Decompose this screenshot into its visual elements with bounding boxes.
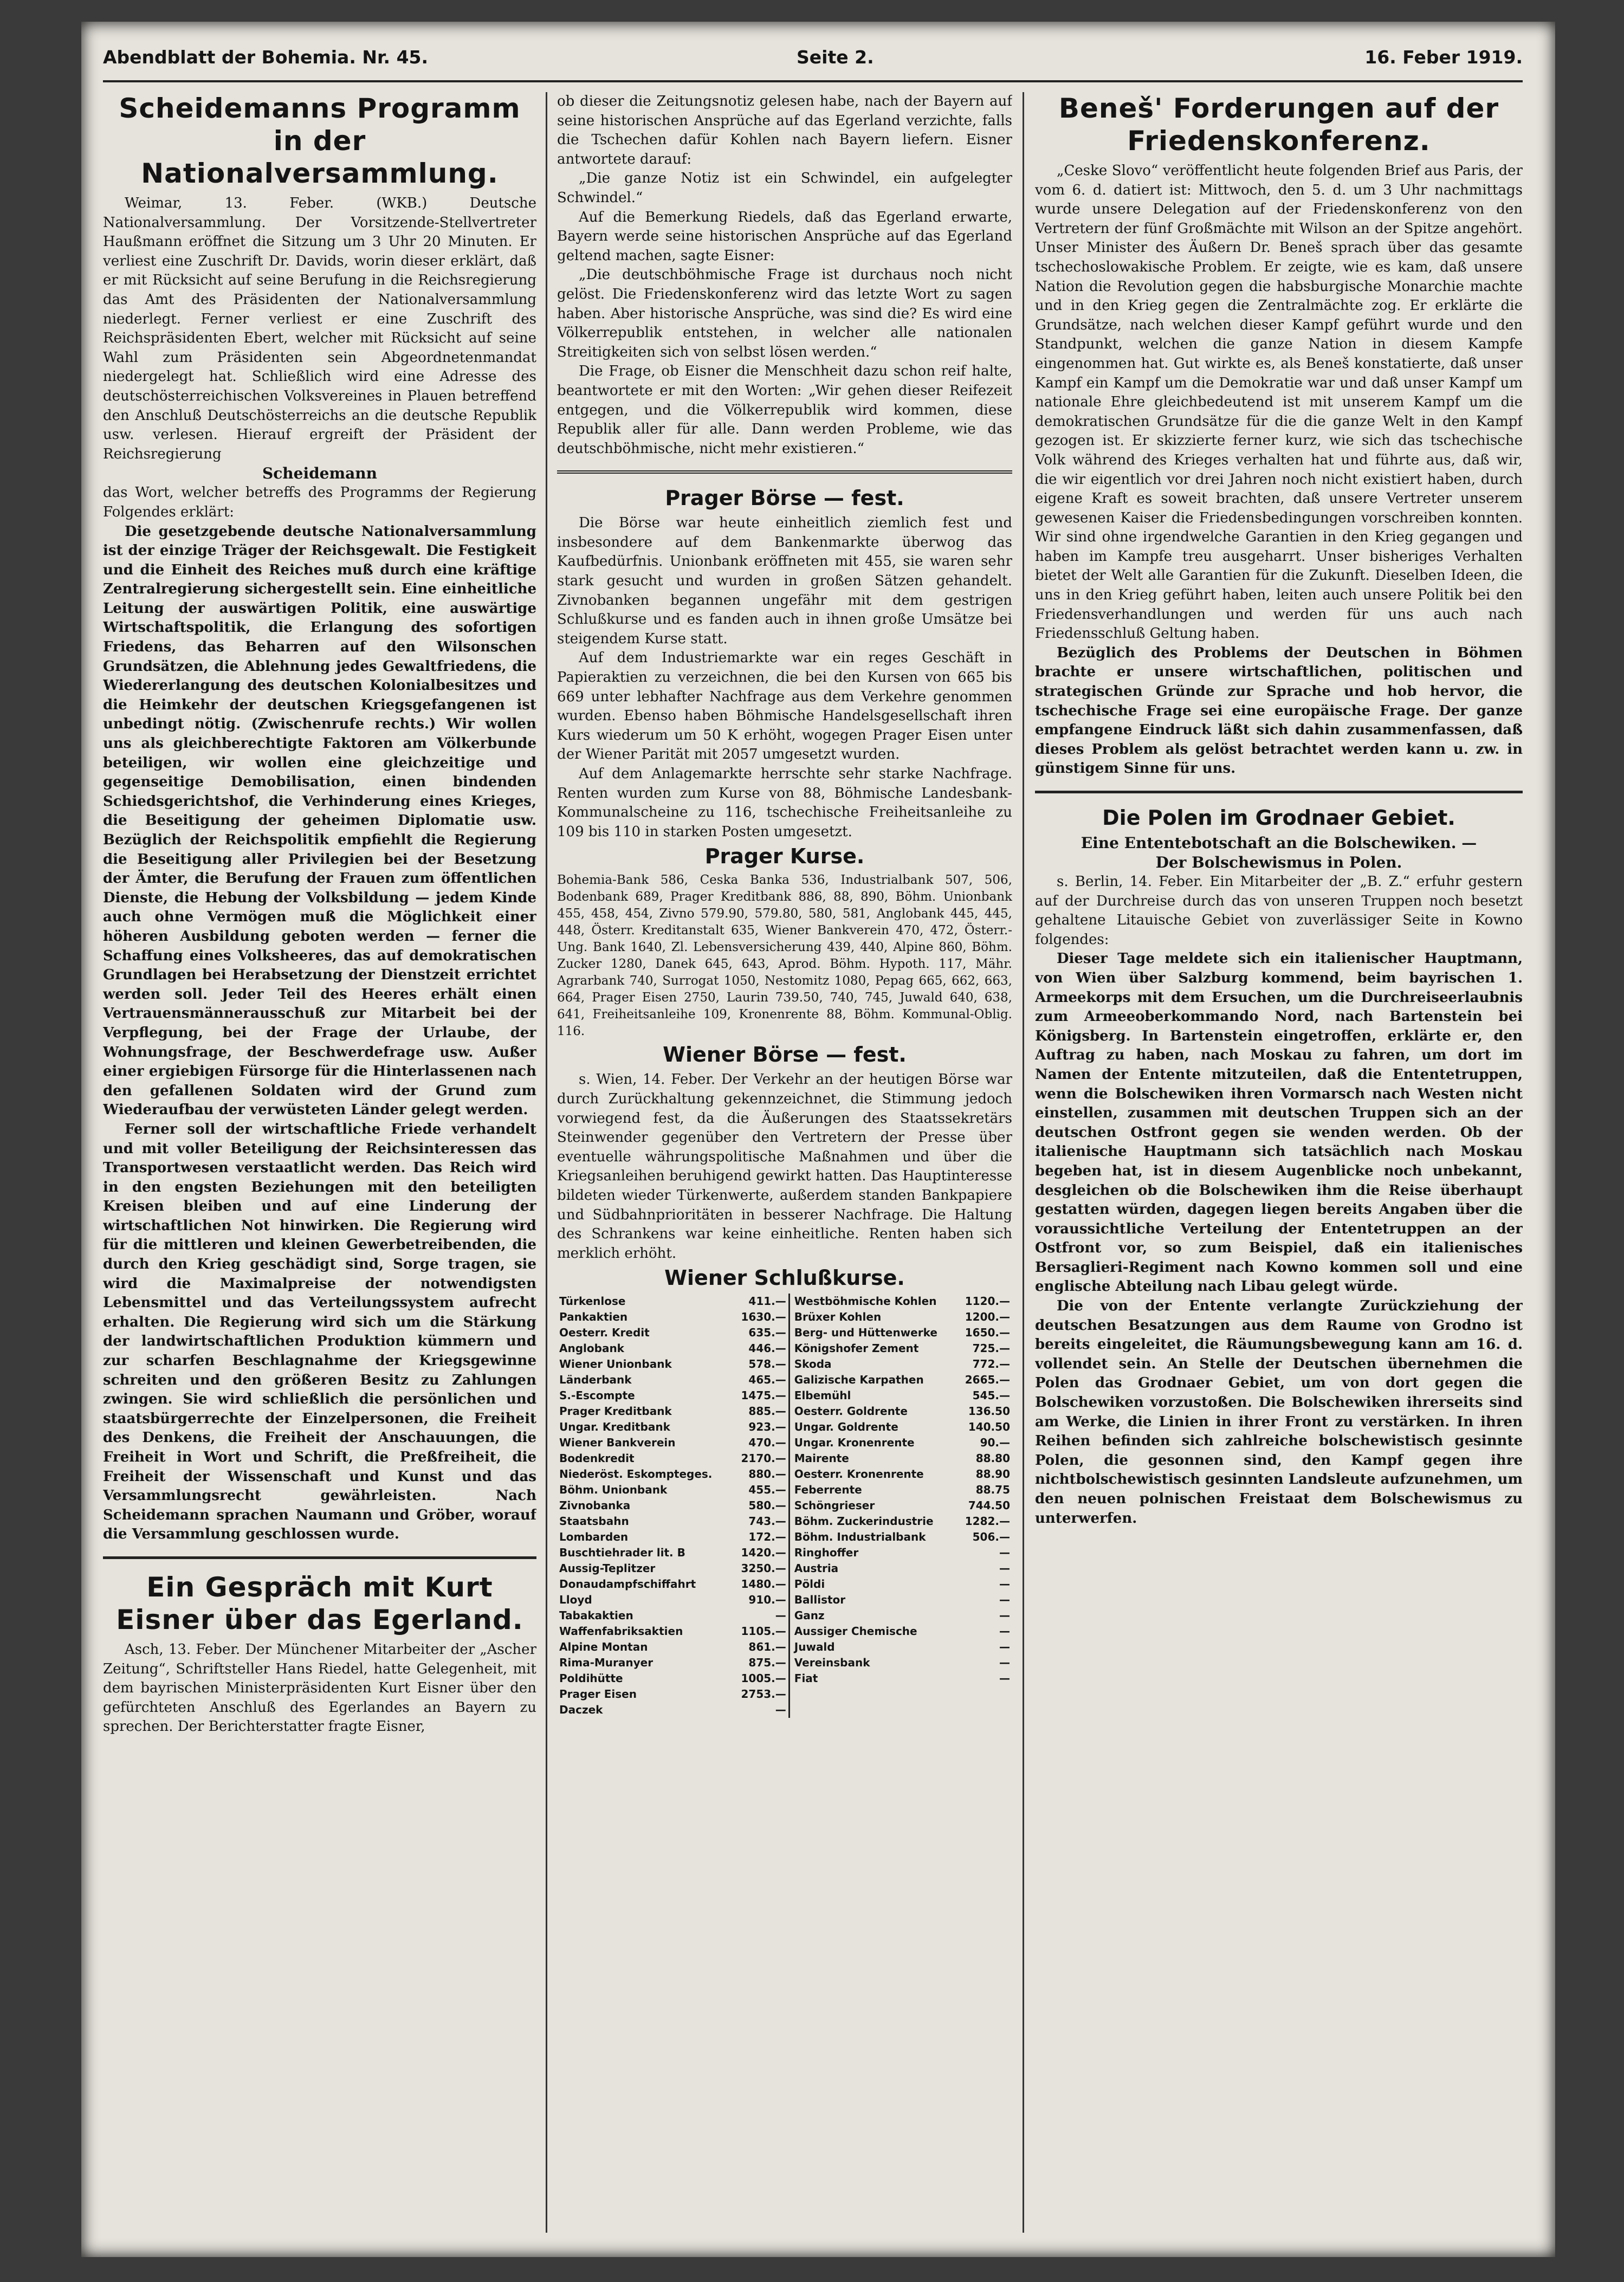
rate-row: [557, 1388, 1012, 1404]
rate-row: [557, 1404, 1012, 1419]
rate-value: —: [999, 1593, 1010, 1607]
rate-name: Lombarden: [559, 1530, 629, 1544]
article-paragraph: s. Berlin, 14. Feber. Ein Mitarbeiter der „B. Z.“ erfuhr gestern auf der Durchreise durch das von unseren Truppen noch besetzt gehaltene Litauische Gebiet von zuverlässiger Seite in Kowno folgendes:: [1035, 874, 1523, 948]
rate-row: [557, 1624, 1012, 1639]
rate-name: Lloyd: [559, 1593, 592, 1607]
rate-name: Feberrente: [794, 1483, 862, 1497]
rate-row: [557, 1702, 1012, 1718]
rate-name: Türkenlose: [559, 1295, 626, 1308]
rate-name: Fiat: [794, 1672, 818, 1685]
rate-value: 635.—: [748, 1326, 786, 1340]
rate-name: Anglobank: [559, 1342, 624, 1355]
closing-rates-table: [557, 1294, 1012, 1718]
rate-name: S.-Escompte: [559, 1389, 635, 1402]
rate-row: [557, 1608, 1012, 1624]
rate-name: Pöldi: [794, 1578, 825, 1591]
article-title-prager-boerse: Prager Börse — fest.: [665, 486, 904, 510]
rate-name: Oesterr. Goldrente: [794, 1405, 908, 1418]
article-paragraph: Die Frage, ob Eisner die Menschheit dazu schon reif halte, beantwortete er mit den Worten: „Wir gehen dieser Reifezeit entgegen, und die Völkerrepublik wird kommen, diese Republik aller für alle. Dann werden Probleme, wie das deutschböhmische, nicht mehr existieren.“: [557, 363, 1012, 457]
article-paragraph: Auf dem Anlagemarkte herrschte sehr starke Nachfrage. Renten wurden zum Kurse von 88, Böhmische Landesbank-Kommunalscheine zu 116, tschechische Freiheitsanleihe zu 109 bis 110 in starken Posten umgesetzt.: [557, 766, 1012, 840]
rate-name: Poldihütte: [559, 1672, 623, 1685]
rate-value: 743.—: [748, 1515, 786, 1528]
rate-value: 772.—: [972, 1357, 1010, 1371]
rate-name: Zivnobanka: [559, 1499, 631, 1512]
rate-value: 578.—: [748, 1357, 786, 1371]
rate-value: 446.—: [748, 1342, 786, 1355]
rate-name: Waffenfabriksaktien: [559, 1625, 683, 1638]
rate-value: 875.—: [748, 1656, 786, 1670]
article-paragraph: ob dieser die Zeitungsnotiz gelesen habe, nach der Bayern auf seine historischen Ansprüche auf das Egerland verzichte, falls die Tschechen dafür Kohlen nach Bayern liefern. Eisner antwortete darauf:: [557, 93, 1012, 167]
rate-value: 1005.—: [741, 1672, 786, 1685]
rate-value: 88.75: [975, 1483, 1010, 1497]
rate-row: [557, 1561, 1012, 1576]
rate-value: 880.—: [748, 1468, 786, 1481]
rate-value: 1630.—: [741, 1310, 786, 1324]
article-paragraph: Die Börse war heute einheitlich ziemlich fest und insbesondere auf dem Bankenmarkte überwog das Kaufbedürfnis. Unionbank eröffneten mit 455, sie waren sehr stark gesucht und wurden in großen Sätzen gehandelt. Zivnobanken begannen ungefähr mit dem gestrigen Schlußkurse und es fanden auch in ihnen große Umsätze bei steigendem Kurse statt.: [557, 515, 1012, 647]
rate-name: Daczek: [559, 1703, 603, 1717]
rate-value: 885.—: [748, 1405, 786, 1418]
rate-name: Westböhmische Kohlen: [794, 1295, 937, 1308]
rate-name: Ungar. Goldrente: [794, 1420, 898, 1434]
rate-name: Königshofer Zement: [794, 1342, 919, 1355]
rate-name: Böhm. Unionbank: [559, 1483, 668, 1497]
rate-value: 1120.—: [965, 1295, 1010, 1308]
quote-paragraph: „Die ganze Notiz ist ein Schwindel, ein aufgelegter Schwindel.“: [557, 170, 1012, 206]
masthead-page-number: Seite 2.: [797, 47, 874, 68]
rate-value: 580.—: [748, 1499, 786, 1512]
rate-value: 470.—: [748, 1436, 786, 1450]
rate-row: [557, 1356, 1012, 1372]
rate-row: [557, 1419, 1012, 1435]
article-divider: [103, 1556, 536, 1559]
rate-name: Alpine Montan: [559, 1640, 648, 1654]
rate-value: 1475.—: [741, 1389, 786, 1402]
rate-value: [957, 1702, 1012, 1718]
rate-name: Staatsbahn: [559, 1515, 629, 1528]
rate-value: 744.50: [968, 1499, 1010, 1512]
rate-row: [557, 1372, 1012, 1388]
article-paragraph-bold: Die von der Entente verlangte Zurückziehung der deutschen Besatzungen aus dem Raume von Grodno ist bereits eingeleitet, die Räumungsbewegung kann am 16. d. vollendet sein. An Stelle der Deutschen übernehmen die Polen das Grodnaer Gebiet, um von dort gegen die Bolschewiken vorzustoßen. Die Bolschewiken ihrerseits sind am Werke, die Linien in ihrer Front zu verstärken. In ihren Reihen befinden sich zahlreiche bolschewistisch gesinnte Polen, die gesonnen sind, den Kampf gegen ihre nichtbolschewistisch gesinnten Landsleute aufzunehmen, um den neuen polnischen Freistaat dem Bolschewismus zu unterwerfen.: [1035, 1298, 1523, 1527]
rate-row: [557, 1309, 1012, 1325]
article-paragraph-bold: Ferner soll der wirtschaftliche Friede verhandelt und mit voller Beteiligung der Reichsinteressen das Transportwesen verstaatlicht werden. Das Reich wird in den engsten Beziehungen mit den beteiligten Kreisen bleiben und auf eine Linderung der wirtschaftlichen Not hinwirken. Die Regierung wird für die mittleren und kleinen Gewerbetreibenden, die durch den Krieg geschädigt sind, Sorge tragen, sie wird die Maximalpreise der notwendigsten Lebensmittel und das Verteilungssystem aufrecht erhalten. Die Regierung wird sich um die Stärkung der landwirtschaftlichen Produktion kümmern und zur scharfen Beschlagnahme der Kriegsgewinne schreiten und den größeren Besitz zu Zahlungen zwingen. Sie wird schließlich die persönlichen und staatsbürgerrechte der Einzelpersonen, die Freiheit des Denkens, die Freiheit der Anschauungen, die Freiheit in Wort und Schrift, die Preßfreiheit, die Freiheit der Wissenschaft und Kunst und das Versammlungsrecht gewährleisten. Nach Scheidemann sprachen Naumann und Gröber, worauf die Versammlung geschlossen wurde.: [103, 1121, 536, 1543]
rate-value: 1200.—: [965, 1310, 1010, 1324]
rate-name: Tabakaktien: [559, 1609, 633, 1622]
rate-value: 90.—: [980, 1436, 1010, 1450]
rate-value: 411.—: [748, 1295, 786, 1308]
column-rule-1: [546, 92, 547, 2233]
rate-name: Vereinsbank: [794, 1656, 870, 1670]
article-paragraph-bold: Bezüglich des Problems der Deutschen in Böhmen brachte er unsere wirtschaftlichen, politischen und strategischen Gründe zur Sprache und hob hervor, die tschechische Frage sei eine europäische Frage. Der ganze empfangene Eindruck läßt sich dahin zusammenfassen, daß dieses Problem als gelöst betrachtet werden kann u. zw. in günstigem Sinne für uns.: [1035, 644, 1523, 777]
rate-value: 465.—: [748, 1373, 786, 1387]
rate-value: —: [999, 1640, 1010, 1654]
rate-value: 136.50: [968, 1405, 1010, 1418]
rate-name: Ungar. Kronenrente: [794, 1436, 915, 1450]
section-title-wiener-schlusskurse: Wiener Schlußkurse.: [664, 1266, 905, 1290]
rate-name: Donaudampfschiffahrt: [559, 1578, 696, 1591]
rate-value: 506.—: [972, 1530, 1010, 1544]
rate-row: [557, 1514, 1012, 1529]
rate-name: Wiener Unionbank: [559, 1357, 672, 1371]
rate-value: 1282.—: [965, 1515, 1010, 1528]
rate-name: Mairente: [794, 1452, 849, 1465]
rate-name: Austria: [794, 1562, 839, 1575]
masthead: [103, 42, 1523, 82]
rate-name: Aussiger Chemische: [794, 1625, 917, 1638]
rate-name: Böhm. Zuckerindustrie: [794, 1515, 934, 1528]
rate-name: Berg- und Hüttenwerke: [794, 1326, 937, 1340]
rate-value: 1420.—: [741, 1546, 786, 1560]
article-title-eisner: Ein Gespräch mit Kurt Eisner über das Egerland.: [116, 1571, 523, 1635]
rate-value: —: [999, 1656, 1010, 1670]
rate-row: [557, 1451, 1012, 1466]
rate-name: Böhm. Industrialbank: [794, 1530, 926, 1544]
rate-name: Elbemühl: [794, 1389, 851, 1402]
rate-row: [557, 1639, 1012, 1655]
rate-value: 1650.—: [965, 1326, 1010, 1340]
rate-row: [557, 1576, 1012, 1592]
rate-name: Ungar. Kreditbank: [559, 1420, 670, 1434]
rate-value: 1480.—: [741, 1578, 786, 1591]
rate-value: 140.50: [968, 1420, 1010, 1434]
rate-value: 1105.—: [741, 1625, 786, 1638]
rate-name: Länderbank: [559, 1373, 632, 1387]
rate-value: —: [999, 1546, 1010, 1560]
rate-value: 923.—: [748, 1420, 786, 1434]
article-subtitle: Eine Ententebotschaft an die Bolschewiken. —: [1080, 834, 1477, 852]
rate-value: —: [999, 1672, 1010, 1685]
article-title-scheidemann: Scheidemanns Programm in der Nationalversammlung.: [119, 93, 521, 189]
rate-value: 2170.—: [741, 1452, 786, 1465]
rate-name: Buschtiehrader lit. B: [559, 1546, 685, 1560]
rate-value: 910.—: [748, 1593, 786, 1607]
rate-name: Ringhoffer: [794, 1546, 859, 1560]
column-3: [1035, 92, 1523, 2233]
rate-row: [557, 1294, 1012, 1309]
article-paragraph: das Wort, welcher betreffs des Programms der Regierung Folgendes erklärt:: [103, 484, 536, 520]
rate-name: Niederöst. Eskompteges.: [559, 1468, 713, 1481]
rate-name: Skoda: [794, 1357, 832, 1371]
rate-name: [792, 1686, 957, 1702]
rate-value: 861.—: [748, 1640, 786, 1654]
rate-row: [557, 1466, 1012, 1482]
article-paragraph: Auf dem Industriemarkte war ein reges Geschäft in Papieraktien zu verzeichnen, die bei den Kursen von 665 bis 669 unter lebhafter Nachfrage aus dem Verkehre genommen wurden. Ebenso haben Böhmische Handelsgesellschaft ihren Kurs wiederum um 50 K erhöht, wogegen Prager Eisen unter der Wiener Parität mit 2057 umgesetzt wurden.: [557, 650, 1012, 763]
rate-name: [792, 1702, 957, 1718]
article-subtitle: Der Bolschewismus in Polen.: [1155, 854, 1402, 871]
article-title-benes: Beneš' Forderungen auf der Friedenskonferenz.: [1058, 93, 1499, 157]
rate-name: Oesterr. Kronenrente: [794, 1468, 924, 1481]
rate-value: —: [999, 1562, 1010, 1575]
article-divider: [557, 470, 1012, 474]
rate-name: Bodenkredit: [559, 1452, 635, 1465]
rate-name: Wiener Bankverein: [559, 1436, 676, 1450]
rate-value: [957, 1686, 1012, 1702]
rate-name: Ballistor: [794, 1593, 846, 1607]
rate-row: [557, 1341, 1012, 1356]
rate-name: Galizische Karpathen: [794, 1373, 924, 1387]
section-title-prager-kurse: Prager Kurse.: [704, 844, 865, 869]
article-divider: [1035, 791, 1523, 793]
speaker-name: Scheidemann: [262, 464, 377, 483]
article-paragraph-bold: Die gesetzgebende deutsche Nationalversammlung ist der einzige Träger der Reichsgewalt. Die Festigkeit und die Einheit des Reiches muß durch eine kräftige Zentralregierung sichergestellt sein. Eine einheitliche Leitung der auswärtigen Politik, eine auswärtige Wirtschaftspolitik, die Erlangung des sofortigen Friedens, das Beharren auf den Wilsonschen Grundsätzen, die Ablehnung jedes Gewaltfriedens, die Wiedererlangung des deutschen Kolonialbesitzes und die Heimkehr der deutschen Kriegsgefangenen ist unbedingt nötig. (Zwischenrufe rechts.) Wir wollen uns als gleichberechtigte Faktoren am Völkerbunde beteiligen, wir wollen eine gleichzeitige und gegenseitige Demobilisation, einen bindenden Schiedsgerichtshof, die Verhinderung eines Krieges, die Beseitigung der geheimen Diplomatie usw. Bezüglich der Reichspolitik empfiehlt die Regierung die Beseitigung aller Privilegien bei der Besetzung der Ämter, die Berufung der Frauen zum öffentlichen Dienste, die Hebung der Volksbildung — jedem Kinde auch ohne Vermögen muß die Möglichkeit einer höheren Ausbildung geboten werden — ferner die Schaffung eines Volksheeres, das auf demokratischen Grundlagen bei Herabsetzung der Dienstzeit errichtet werden soll. Jeder Teil des Heeres erhält einen Vertrauensmännerausschuß zur Mitarbeit bei der Verpflegung, bei der Frage der Urlaube, der Wohnungsfrage, der Beschwerdefrage usw. Außer einer ergiebigen Fürsorge für die Hinterlassenen nach den gefallenen Soldaten wird der Grund zum Wiederaufbau der verwüsteten Länder gelegt werden.: [103, 523, 536, 1119]
rate-name: Ganz: [794, 1609, 825, 1622]
stock-quotes-text: Bohemia-Bank 586, Ceska Banka 536, Industrialbank 507, 506, Bodenbank 689, Prager Kreditbank 886, 88, 890, Böhm. Unionbank 455, 458, 454, Zivno 579.90, 579.80, 580, 581, Anglobank 445, 445, 448, Österr. Kreditanstalt 635, Wiener Bankverein 470, 472, Österr.-Ung. Bank 1640, Zl. Lebensversicherung 439, 440, Alpine 860, Böhm. Zucker 1280, Danek 645, 643, Aprod. Böhm. Hypoth. 117, Mähr. Agrarbank 740, Surrogat 1050, Nestomitz 1080, Pepag 665, 662, 663, 664, Prager Eisen 2750, Laurin 739.50, 740, 745, Juwald 640, 638, 641, Freiheitsanleihe 109, Kronenrente 88, Böhm. Kommunal-Oblig. 116.: [557, 873, 1012, 1039]
rate-row: [557, 1655, 1012, 1671]
rate-row: [557, 1498, 1012, 1514]
rate-name: Schöngrieser: [794, 1499, 875, 1512]
rate-value: 88.80: [975, 1452, 1010, 1465]
article-paragraph: Auf die Bemerkung Riedels, daß das Egerland erwarte, Bayern werde seine historischen Ansprüche auf das Egerland geltend machen, sagte Eisner:: [557, 209, 1012, 264]
rate-value: 725.—: [972, 1342, 1010, 1355]
rate-value: 2753.—: [741, 1688, 786, 1701]
rate-value: —: [775, 1703, 786, 1717]
rate-name: Pankaktien: [559, 1310, 628, 1324]
masthead-date: 16. Feber 1919.: [1364, 47, 1523, 68]
rate-row: [557, 1435, 1012, 1451]
article-paragraph: s. Wien, 14. Feber. Der Verkehr an der heutigen Börse war durch Zurückhaltung gekennzeichnet, die Stimmung jedoch vorwiegend fest, da die Äußerungen des Staatssekretärs Steinwender gegenüber den Vertretern der Presse über eventuelle währungspolitische Maßnahmen und über die Kriegsanleihen beruhigend gewirkt hatten. Das Hauptinteresse bildeten wieder Türkenwerte, außerdem standen Bankpapiere und Südbahnprioritäten in besserer Nachfrage. Die Haltung des Schrankens war keine einheitliche. Renten haben sich merklich erhöht.: [557, 1071, 1012, 1262]
masthead-issue: Abendblatt der Bohemia. Nr. 45.: [103, 47, 429, 68]
rate-value: 172.—: [748, 1530, 786, 1544]
newspaper-page: [81, 22, 1555, 2257]
rate-value: 88.90: [975, 1468, 1010, 1481]
rate-name: Rima-Muranyer: [559, 1656, 654, 1670]
article-paragraph: „Ceske Slovo“ veröffentlicht heute folgenden Brief aus Paris, der vom 6. d. datiert ist: Mittwoch, den 5. d. um 3 Uhr nachmittags wurde unsere Delegation auf der Friedenskonferenz von den Vertretern der fünf Großmächte mit Wilson an der Spitze angehört. Unser Minister des Äußern Dr. Beneš sprach über das gesamte tschechoslowakische Problem. Er zeigte, wie es kam, daß unsere Nation die Revolution gegen die habsburgische Monarchie machte und in den Krieg gegen die Zentralmächte zog. Er erklärte die Grundsätze, nach welchen dieser Kampf geführt wurde und den Standpunkt, welchen die ganze Nation in diesem Kampfe eingenommen hat. Gut wirkte es, als Beneš konstatierte, daß unser Kampf ein Kampf um die Demokratie war und daß unser Kampf um nationale Ehre gleichbedeutend ist mit unserem Kampf um die demokratischen Grundsätze für die die ganze Welt in den Kampf gezogen ist. Er skizzierte ferner kurz, wie sich das tschechische Volk während des Krieges verhalten hat und führte aus, daß wir, die wir eigentlich vor drei Jahren noch nicht existiert haben, durch eigene Kraft es soweit brachten, daß unsere Vertreter unserem gewesenen Kaiser die Friedensbedingungen vorschreiben konnten. Wir sind ohne irgendwelche Garantien in den Krieg gegangen und haben im Kampfe treu ausgeharrt. Unser bisheriges Verhalten bietet der Welt alle Garantien für die Zukunft. Dieselben Ideen, die uns in den Krieg geführt haben, leiten auch unsere Politik bei den Friedensverhandlungen und werden für uns auch nach Friedensschluß Geltung haben.: [1035, 163, 1523, 642]
rate-row: [557, 1482, 1012, 1498]
rate-row: [557, 1671, 1012, 1686]
rate-value: 3250.—: [741, 1562, 786, 1575]
rate-row: [557, 1545, 1012, 1561]
article-paragraph-bold: Dieser Tage meldete sich ein italienischer Hauptmann, von Wien über Salzburg kommend, beim bayrischen 1. Armeekorps mit dem Ersuchen, um die Durchreiseerlaubnis zum Armeeoberkommando Nord, nach Bartenstein bei Königsberg. In Bartenstein eingetroffen, erklärte er, den Auftrag zu haben, nach Moskau zu fahren, um dort im Namen der Entente mitzuteilen, daß die Ententetruppen, wenn die Bolschewiken ihren Vormarsch nach Westen nicht einstellen, zusammen mit deutschen Truppen sich an der deutschen Ostfront gegen sie wenden werden. Ob der italienische Hauptmann sich tatsächlich nach Moskau begeben hat, ist in diesem Augenblicke noch unbekannt, desgleichen ob die Bolschewiken ihm die Reise überhaupt gestatten würden, dagegen liegen bereits Angaben über die voraussichtliche Verteilung der Ententetruppen an der Ostfront vor, so zum Beispiel, daß ein italienisches Bersaglieri-Regiment nach Kowno kommen soll und eine englische Abteilung nach Libau gelegt würde.: [1035, 951, 1523, 1295]
rate-value: —: [999, 1578, 1010, 1591]
rate-name: Aussig-Teplitzer: [559, 1562, 656, 1575]
rate-row: [557, 1325, 1012, 1341]
rate-value: 2665.—: [965, 1373, 1010, 1387]
article-title-polen: Die Polen im Grodnaer Gebiet.: [1102, 806, 1455, 830]
article-paragraph: Asch, 13. Feber. Der Münchener Mitarbeiter der „Ascher Zeitung“, Schriftsteller Hans Riedel, hatte Gelegenheit, mit dem bayrischen Ministerpräsidenten Kurt Eisner über den gefürchteten Anschluß des Egerlandes an Bayern zu sprechen. Der Berichterstatter fragte Eisner,: [103, 1641, 536, 1735]
quote-paragraph: „Die deutschböhmische Frage ist durchaus noch nicht gelöst. Die Friedenskonferenz wird das letzte Wort zu sagen haben. Aber historische Ansprüche, was sind die? Es wird eine Völkerrepublik entstehen, in welcher alle nationalen Streitigkeiten sich von selbst lösen werden.“: [557, 267, 1012, 360]
rate-name: Brüxer Kohlen: [794, 1310, 882, 1324]
rate-row: [557, 1529, 1012, 1545]
rate-name: Oesterr. Kredit: [559, 1326, 650, 1340]
article-title-wiener-boerse: Wiener Börse — fest.: [663, 1043, 907, 1067]
rate-value: —: [775, 1609, 786, 1622]
rate-value: 455.—: [748, 1483, 786, 1497]
rate-value: —: [999, 1625, 1010, 1638]
rate-value: —: [999, 1609, 1010, 1622]
column-2: [557, 92, 1012, 2233]
rate-name: Prager Eisen: [559, 1688, 637, 1701]
column-rule-2: [1023, 92, 1024, 2233]
rate-name: Juwald: [794, 1640, 835, 1654]
rate-row: [557, 1686, 1012, 1702]
rate-row: [557, 1592, 1012, 1608]
article-paragraph: Weimar, 13. Feber. (WKB.) Deutsche Nationalversammlung. Der Vorsitzende-Stellvertreter Haußmann eröffnet die Sitzung um 3 Uhr 20 Minuten. Er verliest eine Zuschrift Dr. Davids, worin dieser erklärt, daß er mit Rücksicht auf seine Berufung in die Reichsregierung das Amt des Präsidenten der Nationalversammlung niederlegt. Ferner verliest er eine Zuschrift des Reichspräsidenten Ebert, welcher mit Rücksicht auf seine Wahl zum Präsidenten sein Abgeordnetenmandat niedergelegt hat. Schließlich wird eine Adresse des deutschösterreichischen Volksvereines in Plauen betreffend den Anschluß Deutschösterreichs an die deutsche Republik usw. verlesen. Hierauf ergreift der Präsident der Reichsregierung: [103, 195, 536, 462]
rate-value: 545.—: [972, 1389, 1010, 1402]
column-1: [103, 92, 536, 2233]
rate-name: Prager Kreditbank: [559, 1405, 672, 1418]
